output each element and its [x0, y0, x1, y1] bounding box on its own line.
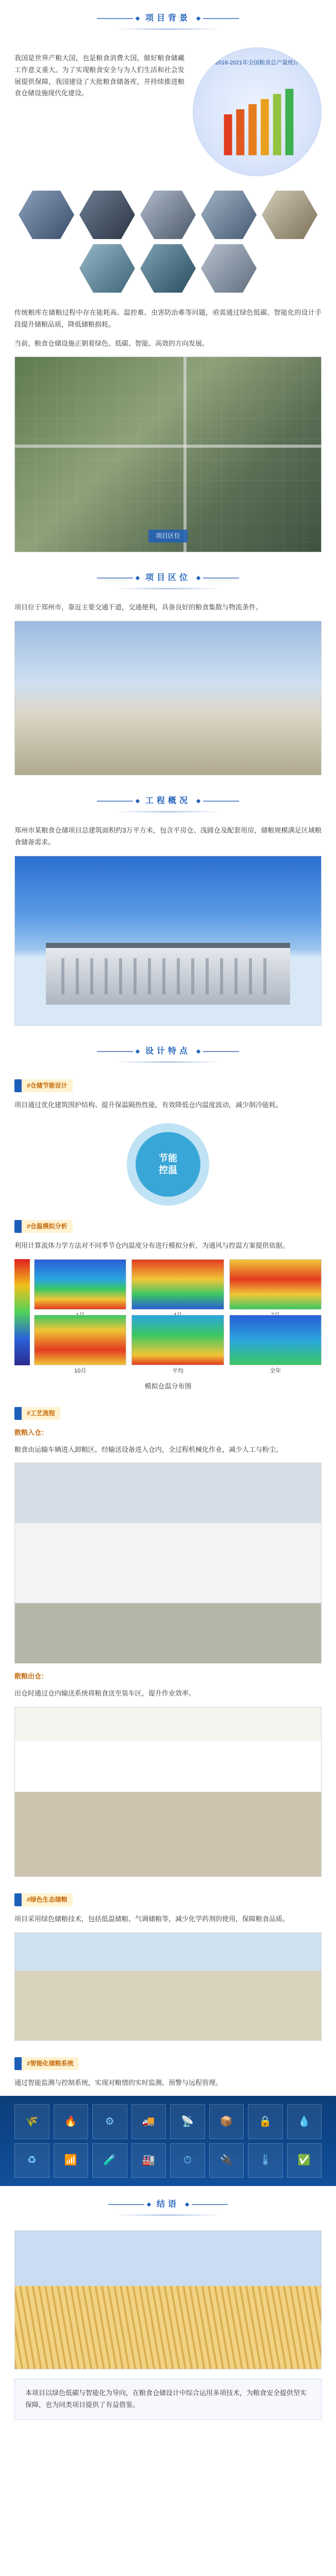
- thermal-cell: [34, 1259, 126, 1310]
- thermal-label: 10月: [74, 1367, 87, 1374]
- conclusion-text: 本项目以绿色低碳与智能化为导向，在粮食仓储设计中综合运用多项技术，为粮食安全提供坚实保障，也为同类项目提供了有益借鉴。: [25, 2389, 307, 2409]
- intro-block: [0, 37, 336, 181]
- header-line-left: [97, 578, 133, 579]
- section-header-conclusion: [0, 2186, 336, 2223]
- feature-tag-4: #绿色生态储粮: [14, 1893, 73, 1906]
- header-line-left: [97, 1051, 133, 1052]
- truck-icon: 🚚: [131, 2104, 166, 2139]
- thermal-cell: [131, 1315, 224, 1374]
- section-header-location: [0, 560, 336, 597]
- thermal-cell: [229, 1315, 322, 1374]
- hex-photo: [79, 191, 135, 239]
- site-photo: [14, 1933, 322, 2041]
- header-underline: [114, 28, 222, 30]
- thermometer-icon: 🌡: [248, 2143, 283, 2178]
- header-line-right: [203, 1051, 239, 1052]
- feature-paragraph-2: 利用计算流体力学方法对不同季节仓内温度分布进行模拟分析，为通风与控温方案提供依据。: [14, 1242, 290, 1250]
- thermal-grid: [34, 1259, 322, 1374]
- production-chart: [193, 47, 322, 176]
- warehouse-rendering: [14, 621, 322, 775]
- energy-badge: 节能 控温: [127, 1123, 209, 1206]
- chart-bar: [273, 94, 281, 155]
- antenna-icon: 📡: [170, 2104, 205, 2139]
- fire-icon: 🔥: [54, 2104, 89, 2139]
- map-road: [183, 357, 187, 552]
- header-line-right: [203, 18, 239, 19]
- intro-paragraph-3: 当前，粮食仓储设施正朝着绿色、低碳、智能、高效的方向发展。: [14, 339, 209, 347]
- feature-paragraph-6: 通过智能监测与控制系统，实现对粮情的实时监测、预警与远程管理。: [14, 2078, 223, 2087]
- test-tube-icon: 🧪: [92, 2143, 127, 2178]
- plug-icon: 🔌: [209, 2143, 244, 2178]
- chart-bar: [261, 99, 269, 155]
- section-header-background: [0, 0, 336, 37]
- unloading-photo: [14, 1463, 322, 1664]
- thermal-cell: [229, 1259, 322, 1310]
- smart-system-icons: [0, 2096, 336, 2186]
- intro-paragraph-2: 传统粮库在储粮过程中存在能耗高、温控难、虫害防治难等问题，亟需通过绿色低碳、智能化的设计手段提升储粮品质，降低储粮损耗。: [14, 309, 322, 328]
- chart-bar: [224, 114, 232, 155]
- badge-row: [0, 1118, 336, 1211]
- check-icon: ✅: [287, 2143, 322, 2178]
- thermal-caption: 模拟仓温分布图: [144, 1382, 192, 1390]
- section-title: 设计特点: [140, 1044, 196, 1059]
- header-line-left: [108, 2204, 144, 2205]
- process-title-out: 散粮出仓：: [14, 1672, 48, 1681]
- header-line-right: [203, 578, 239, 579]
- section-title: 项目区位: [140, 571, 196, 585]
- building-shape: [46, 943, 290, 1005]
- thermal-label: 平均: [172, 1367, 183, 1374]
- thermal-cell: [131, 1259, 224, 1310]
- thermal-scale: [14, 1259, 30, 1365]
- chart-bar: [236, 109, 244, 155]
- hex-photo: [140, 191, 196, 239]
- feature-tag-3: #工艺流程: [14, 1407, 60, 1420]
- header-underline: [114, 2214, 222, 2216]
- intro-text: [14, 47, 184, 107]
- section-title: 项目背景: [140, 11, 196, 26]
- chart-title: 2016-2021年全国粮食总产量统计: [215, 60, 299, 66]
- overview-text: 郑州市某粮食仓储项目总建筑面积约3万平方米，包含平房仓、浅圆仓及配套用房，储粮规模满足区域粮食储备需求。: [14, 826, 322, 846]
- header-line-right: [192, 2204, 228, 2205]
- thermal-label: 全年: [270, 1367, 281, 1374]
- location-text: 项目位于郑州市，靠近主要交通干道，交通便利，具备良好的粮食集散与物流条件。: [14, 603, 263, 612]
- chart-svg: [193, 48, 321, 176]
- section-title: 结语: [152, 2197, 184, 2212]
- chart-bar: [248, 104, 257, 155]
- hex-photo: [262, 191, 317, 239]
- intro-paragraph-1: 我国是世界产粮大国，也是粮食消费大国，做好粮食储藏工作意义重大。为了实现粮食安全与为人们生活和社会发展提供保障，我国建设了大批粮食储备库，并持续推进粮食仓储设施现代化建设。: [14, 54, 184, 97]
- map-road: [15, 445, 321, 448]
- feature-paragraph-5: 项目采用绿色储粮技术，包括低温储粮、气调储粮等，减少化学药剂的使用，保障粮食品质。: [14, 1914, 290, 1923]
- chart-bar: [285, 89, 294, 155]
- wheat-photo: [14, 2230, 322, 2369]
- section-header-overview: [0, 783, 336, 820]
- header-line-left: [97, 18, 133, 19]
- hex-photo: [140, 244, 196, 293]
- header-line-left: [97, 801, 133, 802]
- gear-icon: ⚙: [92, 2104, 127, 2139]
- header-underline: [114, 588, 222, 589]
- header-underline: [114, 1061, 222, 1063]
- hex-gallery: [0, 181, 336, 302]
- package-icon: 📦: [209, 2104, 244, 2139]
- hex-photo: [19, 191, 74, 239]
- building-photo: [14, 856, 322, 1026]
- thermal-cell: [34, 1315, 126, 1374]
- section-header-features: [0, 1033, 336, 1070]
- recycle-icon: ♻: [14, 2143, 49, 2178]
- header-underline: [114, 811, 222, 812]
- factory-icon: 🏭: [131, 2143, 166, 2178]
- feature-tag-2: #仓温模拟分析: [14, 1220, 73, 1233]
- lock-icon: 🔒: [248, 2104, 283, 2139]
- signal-icon: 📶: [54, 2143, 89, 2178]
- location-map: [14, 357, 322, 552]
- feature-tag-1: #仓储节能设计: [14, 1079, 73, 1092]
- thermal-simulation: [14, 1259, 322, 1374]
- hex-photo: [79, 244, 135, 293]
- section-title: 工程概况: [140, 794, 196, 808]
- timer-icon: ⏱: [170, 2143, 205, 2178]
- header-line-right: [203, 801, 239, 802]
- water-icon: 💧: [287, 2104, 322, 2139]
- indoor-photo: [14, 1707, 322, 1877]
- feature-tag-5: #智能化储粮系统: [14, 2057, 79, 2070]
- feature-paragraph-1: 项目通过优化建筑围护结构、提升保温隔热性能，有效降低仓内温度波动，减少制冷能耗。: [14, 1100, 283, 1109]
- map-tag: 项目区位: [148, 530, 188, 543]
- grain-icon: 🌾: [14, 2104, 49, 2139]
- hex-photo: [201, 244, 257, 293]
- feature-paragraph-4: 出仓时通过仓内输送系统将粮食送至装车区，提升作业效率。: [14, 1689, 196, 1697]
- conclusion-box: [14, 2379, 322, 2420]
- hex-photo: [201, 191, 257, 239]
- feature-paragraph-3: 粮食由运输车辆进入卸粮区，经输送设备进入仓内，全过程机械化作业，减少人工与粉尘。: [14, 1445, 283, 1453]
- process-title-in: 散粮入仓：: [14, 1428, 48, 1436]
